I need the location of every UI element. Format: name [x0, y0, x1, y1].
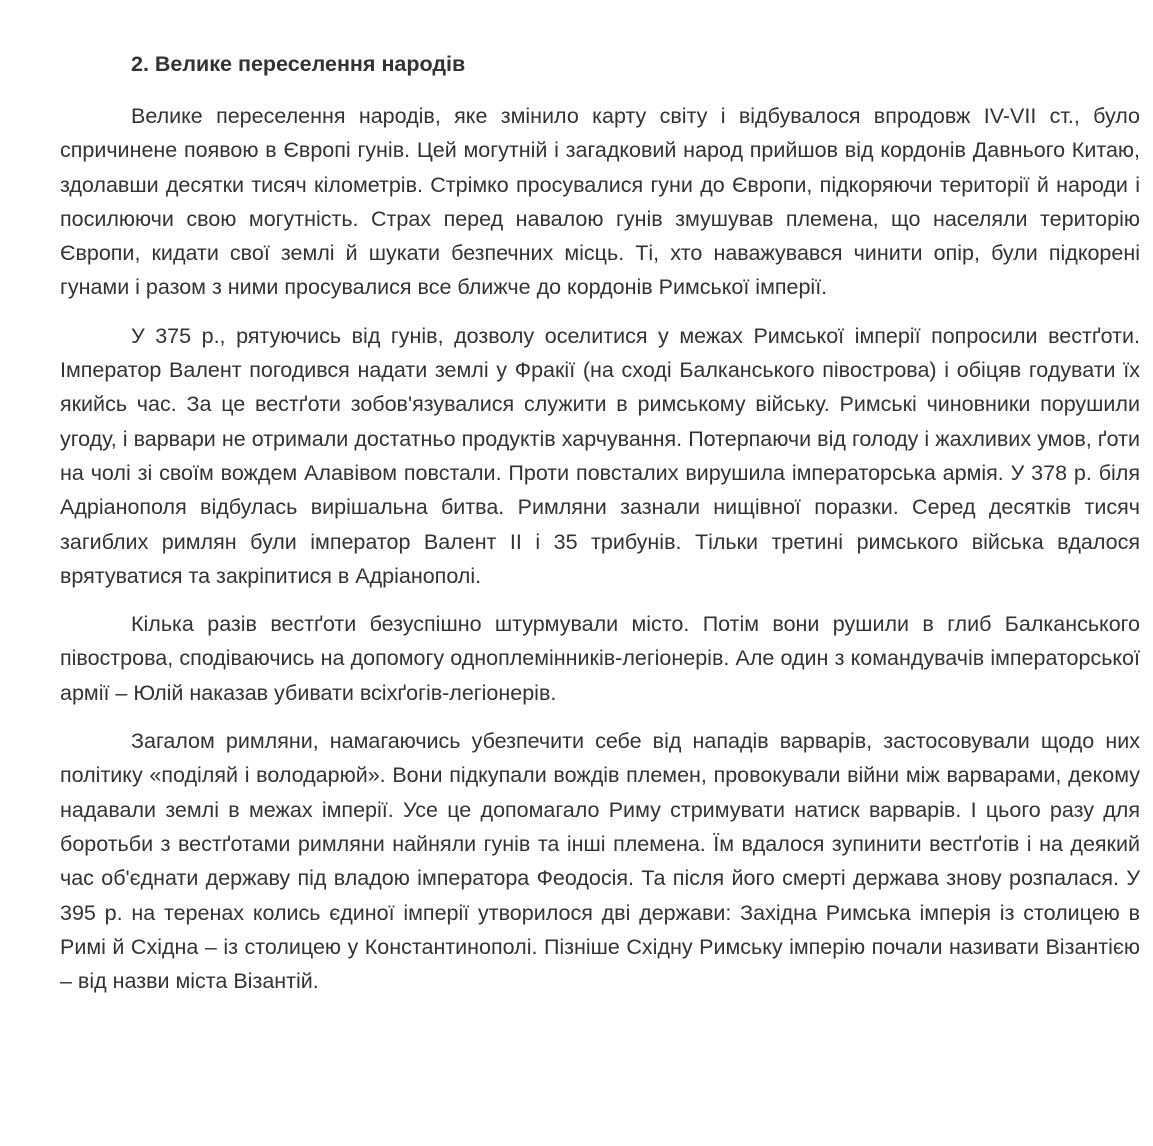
section-heading: 2. Велике переселення народів	[131, 52, 466, 76]
paragraph-great-migration: Велике переселення народів, яке змінило карту світу і відбувалося впродовж IV-VII ст., було спричинене появою в Європі гунів. Цей могутній і загадковий народ прийшов від кордонів Давнього Китаю, здолавши десятки тисяч кілометрів. Стрімко просувалися гуни до Європи, підкоряючи території й народи і посилюючи свою могутність. Страх перед навалою гунів змушував племена, що населяли територію Європи, кидати свої землі й шукати безпечних місць. Ті, хто наважувався чинити опір, були підкорені гунами і разом з ними просувалися все ближче до кордонів Римської імперії.	[60, 104, 1140, 300]
paragraph-divide-and-rule: Загалом римляни, намагаючись убезпечити себе від нападів варварів, застосовували щодо них політику «поділяй і володарюй». Вони підкупали вождів племен, провокували війни між варварами, декому надавали землі в межах імперії. Усе це допомагало Риму стримувати натиск варварів. І цього разу для боротьби з вестґотами римляни найняли гунів та інші племена. Їм вдалося зупинити вестґотів і на деякий час об'єднати державу під владою імператора Феодосія. Та після його смерті держава знову розпалася. У 395 р. на теренах колись єдиної імперії утворилося дві держави: Західна Римська імперія із столицею в Римі й Східна – із столицею у Константинополі. Пізніше Східну Римську імперію почали називати Візантією – від назви міста Візантій.	[60, 729, 1140, 994]
paragraph-siege-attempts: Кілька разів вестґоти безуспішно штурмували місто. Потім вони рушили в глиб Балканського півострова, сподіваючись на допомогу одноплемінників-легіонерів. Але один з командувачів імператорської армії – Юлій наказав убивати всіхґогів-легіонерів.	[60, 612, 1140, 705]
document-page	[60, 0, 1140, 998]
paragraph-visigoths-settlement: У 375 р., рятуючись від гунів, дозволу оселитися у межах Римської імперії попросили вестґоти. Імператор Валент погодився надати землі у Фракії (на сході Балканського півострова) і обіцяв годувати їх якийсь час. За це вестґоти зобов'язувалися служити в римському війську. Римські чиновники порушили угоду, і варвари не отримали достатньо продуктів харчування. Потерпаючи від голоду і жахливих умов, ґоти на чолі зі своїм вождем Алавівом повстали. Проти повсталих вирушила імператорська армія. У 378 р. біля Адріанополя відбулась вирішальна битва. Римляни зазнали нищівної поразки. Серед десятків тисяч загиблих римлян були імператор Валент II і 35 трибунів. Тільки третині римського війська вдалося врятуватися та закріпитися в Адріанополі.	[60, 323, 1140, 588]
